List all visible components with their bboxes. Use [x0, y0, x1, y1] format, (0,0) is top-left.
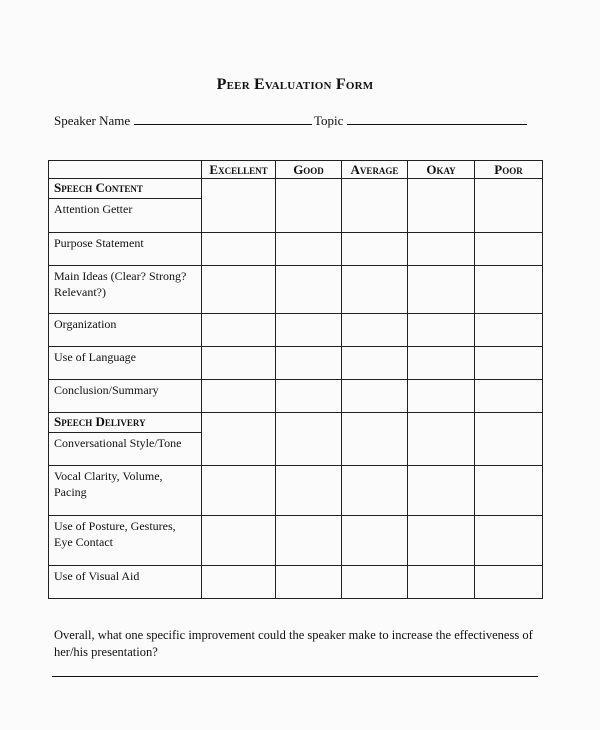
rating-cell[interactable]	[342, 179, 408, 233]
criterion-label: Use of Visual Aid	[49, 566, 202, 599]
rating-cell[interactable]	[475, 266, 543, 314]
rating-cell[interactable]	[276, 466, 342, 516]
rating-cell[interactable]	[342, 380, 408, 413]
rating-cell[interactable]	[408, 314, 475, 347]
rating-cell[interactable]	[276, 314, 342, 347]
table-row	[49, 266, 543, 314]
rating-cell[interactable]	[475, 466, 543, 516]
rating-cell[interactable]	[475, 233, 543, 266]
criterion-label: Purpose Statement	[49, 233, 202, 266]
speaker-name-label: Speaker Name	[54, 113, 131, 128]
rating-cell[interactable]	[276, 233, 342, 266]
rating-cell[interactable]	[276, 179, 342, 233]
rating-cell[interactable]	[408, 566, 475, 599]
rating-cell[interactable]	[202, 179, 276, 233]
rating-cell[interactable]	[475, 179, 543, 233]
rating-cell[interactable]	[408, 347, 475, 380]
rating-cell[interactable]	[475, 314, 543, 347]
rating-cell[interactable]	[202, 233, 276, 266]
section-title: Speech Delivery	[49, 413, 202, 433]
rating-cell[interactable]	[202, 413, 276, 466]
header-row	[49, 161, 543, 179]
rating-cell[interactable]	[342, 347, 408, 380]
rating-cell[interactable]	[475, 566, 543, 599]
rating-cell[interactable]	[475, 380, 543, 413]
criterion-label: Use of Posture, Gestures, Eye Contact	[49, 516, 202, 566]
rating-cell[interactable]	[342, 314, 408, 347]
rating-cell[interactable]	[342, 516, 408, 566]
rating-cell[interactable]	[202, 380, 276, 413]
section-row-content	[49, 179, 543, 199]
rating-cell[interactable]	[408, 233, 475, 266]
criterion-label: Organization	[49, 314, 202, 347]
rating-cell[interactable]	[276, 516, 342, 566]
rating-cell[interactable]	[408, 413, 475, 466]
table-row	[49, 466, 543, 516]
rating-cell[interactable]	[342, 266, 408, 314]
criterion-label: Main Ideas (Clear? Strong? Relevant?)	[49, 266, 202, 314]
criterion-label: Conversational Style/Tone	[49, 433, 202, 466]
criterion-label: Attention Getter	[49, 199, 202, 233]
rating-cell[interactable]	[475, 413, 543, 466]
header-okay: Okay	[408, 161, 475, 179]
speaker-name-field	[54, 112, 312, 129]
table-row	[49, 380, 543, 413]
rating-cell[interactable]	[276, 347, 342, 380]
rating-cell[interactable]	[202, 347, 276, 380]
rating-cell[interactable]	[276, 380, 342, 413]
rating-cell[interactable]	[342, 413, 408, 466]
criterion-label: Vocal Clarity, Volume, Pacing	[49, 466, 202, 516]
table-row	[49, 314, 543, 347]
rating-cell[interactable]	[475, 347, 543, 380]
rating-cell[interactable]	[276, 413, 342, 466]
rating-cell[interactable]	[408, 466, 475, 516]
rating-cell[interactable]	[276, 266, 342, 314]
header-poor: Poor	[475, 161, 543, 179]
table-row	[49, 233, 543, 266]
evaluation-table	[48, 160, 543, 599]
table-row	[49, 347, 543, 380]
rating-cell[interactable]	[475, 516, 543, 566]
form-title: Peer Evaluation Form	[216, 76, 374, 93]
header-excellent: Excellent	[202, 161, 276, 179]
rating-cell[interactable]	[202, 314, 276, 347]
table-row	[49, 566, 543, 599]
criterion-label: Conclusion/Summary	[49, 380, 202, 413]
answer-line[interactable]	[52, 676, 538, 677]
rating-cell[interactable]	[408, 266, 475, 314]
header-criteria	[49, 161, 202, 179]
speaker-name-blank[interactable]	[134, 112, 312, 125]
rating-cell[interactable]	[342, 233, 408, 266]
topic-blank[interactable]	[347, 112, 527, 125]
rating-cell[interactable]	[342, 466, 408, 516]
rating-cell[interactable]	[202, 566, 276, 599]
topic-label: Topic	[314, 113, 344, 128]
table-row	[49, 516, 543, 566]
rating-cell[interactable]	[408, 179, 475, 233]
topic-field	[314, 112, 527, 129]
section-row-delivery	[49, 413, 543, 433]
header-average: Average	[342, 161, 408, 179]
header-good: Good	[276, 161, 342, 179]
rating-cell[interactable]	[342, 566, 408, 599]
rating-cell[interactable]	[202, 266, 276, 314]
rating-cell[interactable]	[276, 566, 342, 599]
rating-cell[interactable]	[408, 380, 475, 413]
rating-cell[interactable]	[202, 466, 276, 516]
rating-cell[interactable]	[202, 516, 276, 566]
improvement-question: Overall, what one specific improvement could the speaker make to increase the effectiveness of her/his presentation?	[54, 628, 533, 659]
criterion-label: Use of Language	[49, 347, 202, 380]
section-title: Speech Content	[49, 179, 202, 199]
rating-cell[interactable]	[408, 516, 475, 566]
